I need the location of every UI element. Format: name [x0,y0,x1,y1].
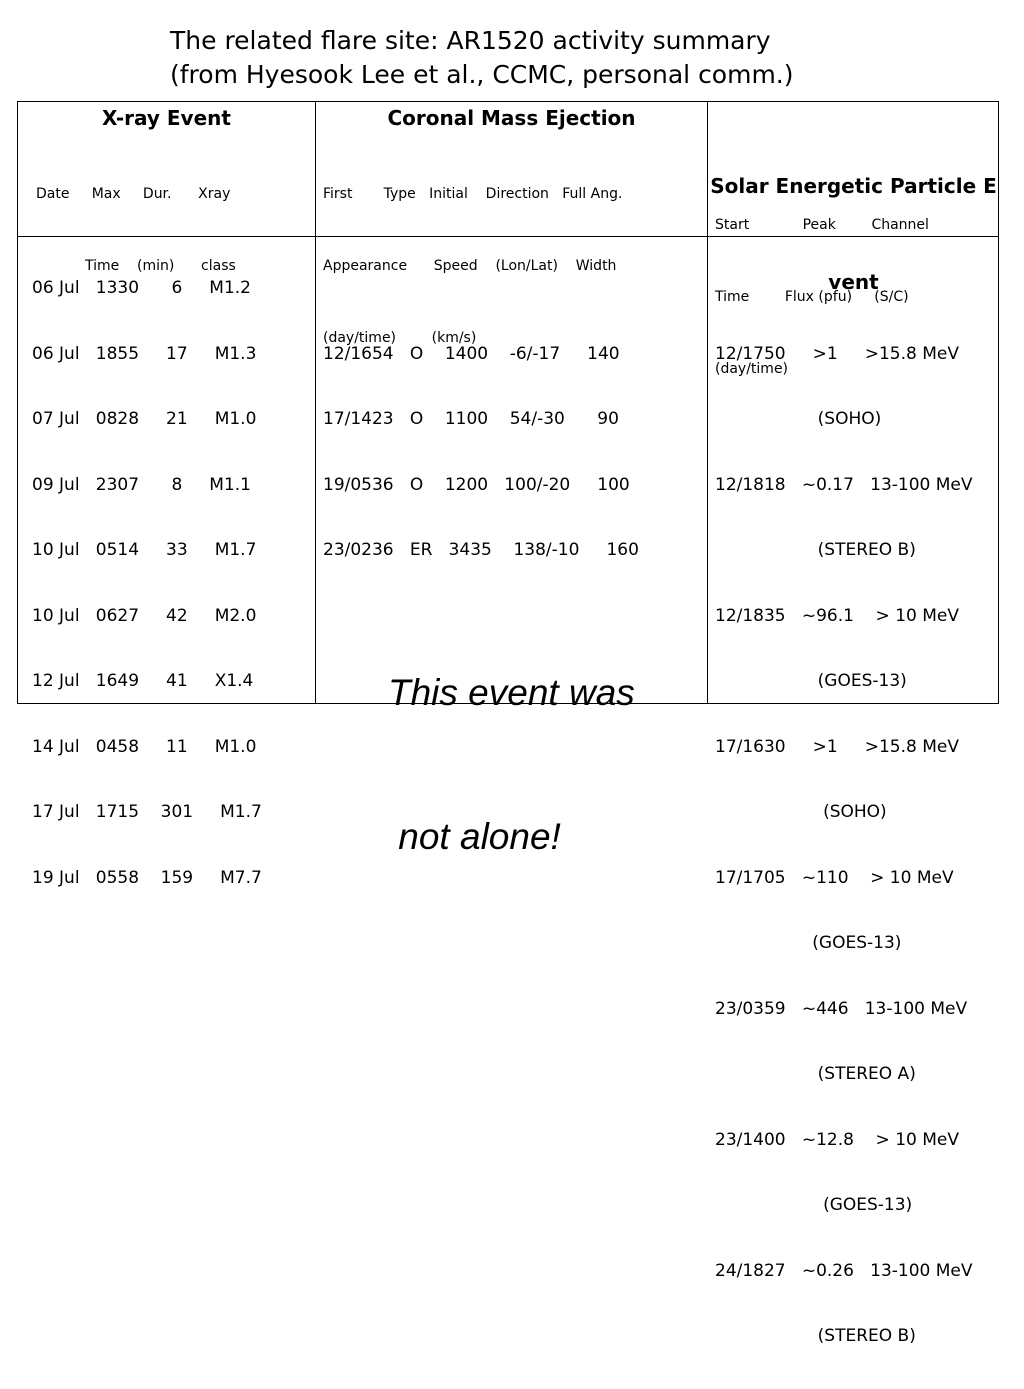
cme-row: 17/1423 O 1100 54/-30 90 [323,409,619,429]
sep-subheader-line: Time Flux (pfu) (S/C) [715,289,909,305]
cme-row [323,275,639,303]
slide-title [170,24,794,92]
sep-subheader-line: (day/time) [715,361,789,377]
title-line-2: (from Hyesook Lee et al., CCMC, personal comm.) [170,60,794,89]
cme-row: 12/1654 O 1400 -6/-17 140 [323,343,620,364]
xray-row: 09 Jul 2307 8 M1.1 [32,474,251,495]
callout-line: This event was [388,672,635,713]
sep-row: 12/1818 ~0.17 13-100 MeV [715,474,973,495]
sep-row: (STEREO A) [715,1064,916,1084]
xray-row: 17 Jul 1715 301 M1.7 [32,802,262,822]
sep-header-line: vent [828,270,879,294]
sep-row: 23/0359 ~446 13-100 MeV [715,998,968,1019]
sep-row: (STEREO B) [715,1326,916,1346]
cme-rows [323,237,639,603]
cme-header: Coronal Mass Ejection [387,106,636,130]
cme-row: 19/0536 O 1200 100/-20 100 [323,474,630,495]
xray-subheader-line: Date Max Dur. Xray [36,186,231,202]
title-line-1: The related flare site: AR1520 activity summary [170,26,771,55]
cme-subheader-line: Appearance Speed (Lon/Lat) Width [323,258,617,274]
sep-row: 12/1750 >1 >15.8 MeV [715,343,959,364]
xray-row: 07 Jul 0828 21 M1.0 [32,409,257,429]
xray-row: 14 Jul 0458 11 M1.0 [32,736,257,757]
sep-row: (GOES-13) [715,933,902,953]
xray-row: 06 Jul 1330 6 M1.2 [32,278,251,298]
callout-line: not alone! [388,816,561,857]
sep-row: (STEREO B) [715,540,916,560]
xray-row: 10 Jul 0514 33 M1.7 [32,540,257,560]
xray-subheader-line: Time (min) class [36,258,236,274]
column-divider [315,102,316,703]
sep-row: (GOES-13) [715,671,907,691]
xray-row: 19 Jul 0558 159 M7.7 [32,867,262,888]
xray-rows [32,237,262,930]
sep-row: 12/1835 ~96.1 > 10 MeV [715,605,959,626]
sep-row: 24/1827 ~0.26 13-100 MeV [715,1260,973,1281]
sep-row: 23/1400 ~12.8 > 10 MeV [715,1129,959,1150]
xray-header: X-ray Event [102,106,231,130]
cme-subheader-line: First Type Initial Direction Full Ang. [323,186,623,202]
sep-row: 17/1630 >1 >15.8 MeV [715,736,959,757]
sep-row: (SOHO) [715,409,882,429]
sep-row [715,275,973,303]
sep-rows [715,237,973,1389]
sep-row: (GOES-13) [715,1195,913,1215]
sep-header-line: Solar Energetic Particle E [710,174,997,198]
sep-row: 17/1705 ~110 > 10 MeV [715,867,954,888]
xray-row: 10 Jul 0627 42 M2.0 [32,605,257,626]
xray-row: 06 Jul 1855 17 M1.3 [32,343,257,364]
cme-row: 23/0236 ER 3435 138/-10 160 [323,540,639,560]
xray-row: 12 Jul 1649 41 X1.4 [32,671,254,691]
sep-subheader-line: Start Peak Channel [715,217,929,233]
callout-note [388,573,635,909]
cme-subheader-line: (day/time) (km/s) [323,330,477,346]
sep-row: (SOHO) [715,802,887,822]
